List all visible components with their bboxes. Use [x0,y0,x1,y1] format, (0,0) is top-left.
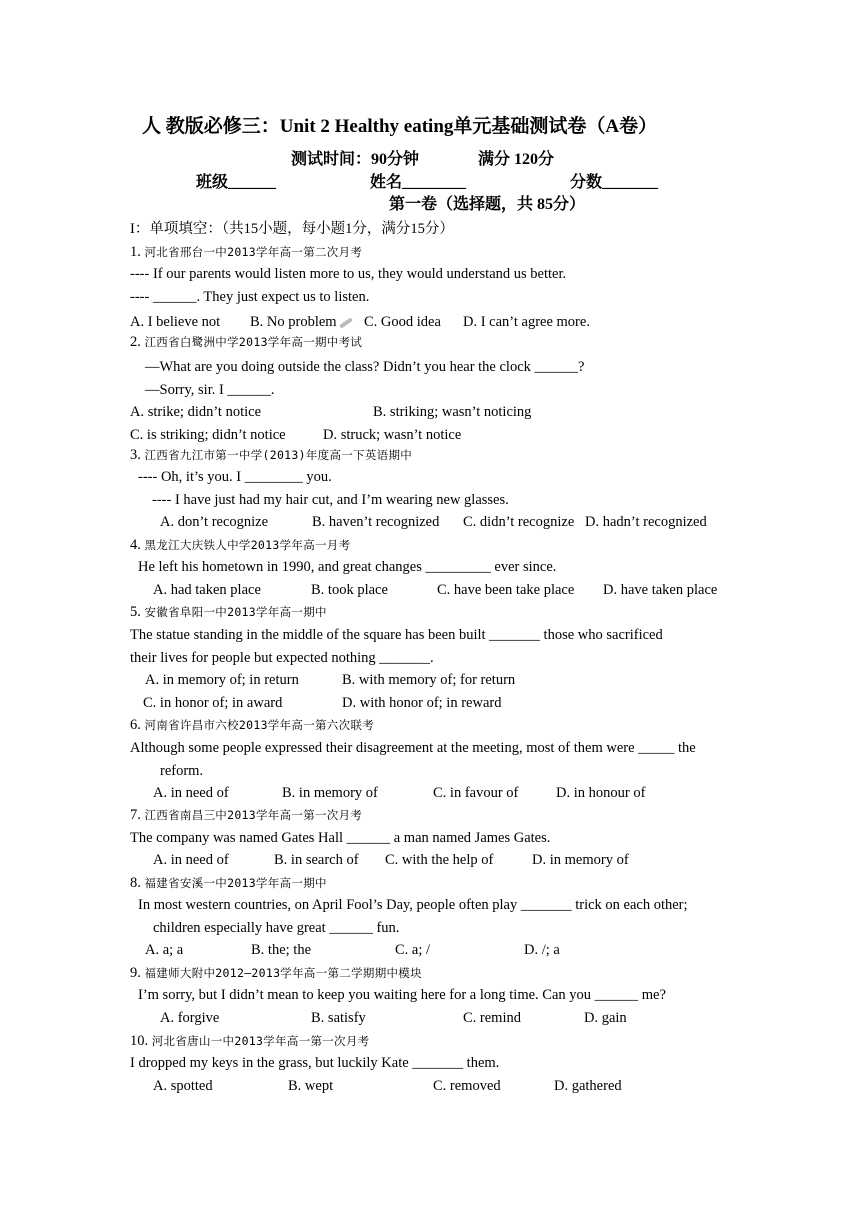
question-6-option-a: A. in need of [153,785,229,801]
question-3-option-d: D. hadn’t recognized [585,514,707,530]
question-8-option-a: A. a; a [145,942,184,958]
question-2-option-a: A. strike; didn’t notice [130,404,262,420]
question-1-line-2: ---- ______. They just expect us to listen. [130,289,370,305]
question-8-option-b: B. the; the [251,942,312,958]
question-2-line-1: —What are you doing outside the class? Didn’t you hear the clock ______? [145,359,585,375]
question-10-source: 10. 河北省唐山一中2013学年高一第一次月考 [130,1033,370,1049]
question-5-option-d: D. with honor of; in reward [342,695,502,711]
full-score: 满分 120分 [478,151,555,168]
question-5-line-2: their lives for people but expected nothing _______. [130,650,434,666]
question-8-source: 8. 福建省安溪一中2013学年高一期中 [130,875,327,891]
question-4-source: 4. 黑龙江大庆铁人中学2013学年高一月考 [130,537,351,553]
question-5-line-1: The statue standing in the middle of the square has been built _______ those who sacrificed [130,627,663,643]
question-8-line-1: In most western countries, on April Fool’s Day, people often play _______ trick on each other; [138,897,688,913]
page-title: 人 教版必修三：Unit 2 Healthy eating单元基础测试卷（A卷） [142,116,658,137]
section-heading: I：单项填空：（共15小题，每小题1分，满分15分） [130,221,454,237]
question-1-line-1: ---- If our parents would listen more to us, they would understand us better. [130,266,567,282]
question-3-source: 3. 江西省九江市第一中学(2013)年度高一下英语期中 [130,447,413,463]
question-6-line-2: reform. [160,763,204,779]
question-7-option-a: A. in need of [153,852,229,868]
question-6-line-1: Although some people expressed their disagreement at the meeting, most of them were _____ the [130,740,696,756]
class-field: 班级______ [196,174,277,191]
question-4-line-1: He left his hometown in 1990, and great changes _________ ever since. [138,559,557,575]
question-3-option-b: B. haven’t recognized [312,514,440,530]
volume-heading: 第一卷（选择题，共 85分） [389,196,586,213]
question-9-option-b: B. satisfy [311,1010,366,1026]
question-1-option-b: B. No problem [250,313,355,331]
test-time: 测试时间：90分钟 [291,151,420,168]
question-2-option-b: B. striking; wasn’t noticing [373,404,532,420]
question-7-option-b: B. in search of [274,852,359,868]
question-6-option-d: D. in honour of [556,785,646,801]
score-field: 分数_______ [570,174,659,191]
question-1-source: 1. 河北省邢台一中2013学年高一第二次月考 [130,244,363,260]
question-2-line-2: —Sorry, sir. I ______. [145,382,275,398]
question-10-option-a: A. spotted [153,1078,213,1094]
question-10-line-1: I dropped my keys in the grass, but luckily Kate _______ them. [130,1055,500,1071]
question-8-option-c: C. a; / [395,942,431,958]
question-1-option-d: D. I can’t agree more. [463,314,590,330]
question-5-source: 5. 安徽省阜阳一中2013学年高一期中 [130,604,327,620]
question-3-line-2: ---- I have just had my hair cut, and I’m wearing new glasses. [152,492,509,508]
question-10-option-c: C. removed [433,1078,501,1094]
question-4-option-d: D. have taken place [603,582,718,598]
name-field: 姓名________ [370,174,467,191]
question-6-option-b: B. in memory of [282,785,378,801]
question-3-option-a: A. don’t recognize [160,514,269,530]
question-4-option-b: B. took place [311,582,388,598]
question-2-option-c: C. is striking; didn’t notice [130,427,286,443]
question-7-option-c: C. with the help of [385,852,494,868]
question-9-option-a: A. forgive [160,1010,220,1026]
question-10-option-d: D. gathered [554,1078,622,1094]
question-5-option-c: C. in honor of; in award [143,695,283,711]
question-7-line-1: The company was named Gates Hall ______ a man named James Gates. [130,830,551,846]
question-6-option-c: C. in favour of [433,785,519,801]
question-9-line-1: I’m sorry, but I didn’t mean to keep you waiting here for a long time. Can you ______ me? [138,987,666,1003]
question-4-option-a: A. had taken place [153,582,261,598]
question-8-option-d: D. /; a [524,942,560,958]
question-1-option-c: C. Good idea [364,314,441,330]
question-7-option-d: D. in memory of [532,852,629,868]
question-9-option-c: C. remind [463,1010,521,1026]
question-8-line-2: children especially have great ______ fun. [153,920,400,936]
question-5-option-b: B. with memory of; for return [342,672,516,688]
question-9-source: 9. 福建师大附中2012—2013学年高一第二学期期中模块 [130,965,422,981]
question-2-option-d: D. struck; wasn’t notice [323,427,462,443]
question-4-option-c: C. have been take place [437,582,575,598]
question-2-source: 2. 江西省白鹭洲中学2013学年高一期中考试 [130,334,363,350]
question-7-source: 7. 江西省南昌三中2013学年高一第一次月考 [130,807,363,823]
question-10-option-b: B. wept [288,1078,334,1094]
question-6-source: 6. 河南省许昌市六校2013学年高一第六次联考 [130,717,374,733]
question-9-option-d: D. gain [584,1010,627,1026]
pencil-icon [339,317,353,328]
question-3-option-c: C. didn’t recognize [463,514,575,530]
question-3-line-1: ---- Oh, it’s you. I ________ you. [138,469,332,485]
question-1-option-a: A. I believe not [130,314,221,330]
question-5-option-a: A. in memory of; in return [145,672,299,688]
